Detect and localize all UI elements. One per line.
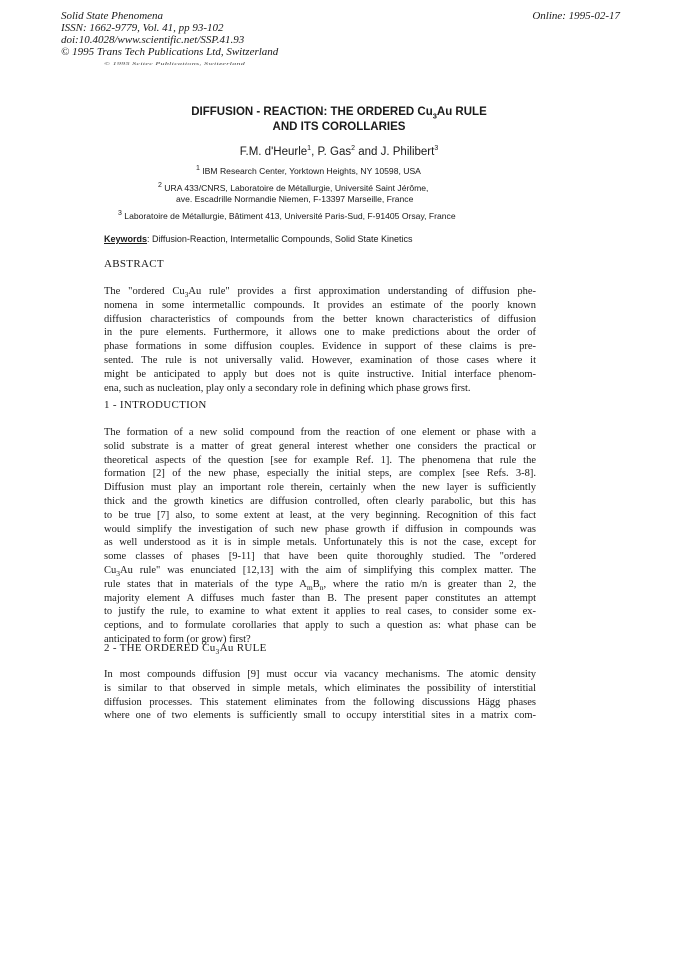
- text-line: [104, 619, 536, 633]
- title-line1-sub: 3: [432, 111, 437, 121]
- affiliation-2-line-2: ave. Escadrille Normandie Niemen, F-13397 Marseille, France: [176, 194, 414, 204]
- subscript: 3: [184, 290, 189, 299]
- section-2-heading-post: Au RULE: [219, 642, 267, 654]
- text-segment: theoretical aspects of the question [see for example Ref. 1]. The phenomena that rule the: [104, 454, 536, 466]
- author-3: J. Philibert: [380, 145, 435, 158]
- text-line: [104, 696, 536, 710]
- affiliation-3-text: Laboratoire de Métallurgie, Bâtiment 413, Université Paris-Sud, F-91405 Orsay, France: [124, 210, 456, 221]
- author-3-sup: 3: [434, 145, 439, 152]
- affiliation-1-text: IBM Research Center, Yorktown Heights, NY 10598, USA: [202, 165, 421, 176]
- text-line: [104, 313, 536, 327]
- text-line: [104, 523, 536, 537]
- affiliation-2-sup: 2: [158, 182, 162, 189]
- text-segment: ceptions, and to formulate corollaries that apply to such a question as: what phase can be: [104, 620, 536, 632]
- affiliation-1-sup: 1: [196, 165, 200, 172]
- title-line1-post: Au RULE: [436, 106, 487, 118]
- text-segment: phase formations in some diffusion couples. Evidence in support of these claims is pre-: [104, 341, 536, 353]
- text-segment: is similar to that observed in simple metals, which eliminates the possibility of interstitial: [104, 682, 536, 694]
- journal-issn: ISSN: 1662-9779, Vol. 41, pp 93-102: [61, 22, 224, 34]
- text-segment: The "ordered Cu: [104, 286, 185, 297]
- text-line: [104, 285, 536, 299]
- text-segment: solid substrate is a matter of great general interest whether one considers the practical or: [104, 440, 536, 452]
- introduction-paragraph: [104, 426, 536, 647]
- subscript: 3: [116, 569, 121, 578]
- text-segment: anticipated to form (or grow) first?: [104, 633, 251, 645]
- author-2: P. Gas: [317, 145, 352, 158]
- title-line1-pre: DIFFUSION - REACTION: THE ORDERED Cu: [191, 106, 433, 118]
- text-line: [104, 481, 536, 495]
- text-line: [104, 440, 536, 454]
- text-segment: to justify the rule, to examine to what extent it applies to real cases, to consider some ex-: [104, 606, 536, 618]
- text-line: [104, 592, 536, 606]
- text-segment: Au rule" provides a first approximation understanding of diffusion phe-: [188, 286, 536, 297]
- text-segment: diffusion processes. This statement eliminates from the following discussions Hägg phases: [104, 696, 536, 708]
- author-1-sup: 1: [307, 145, 312, 152]
- abstract-heading: ABSTRACT: [104, 258, 164, 270]
- journal-name: Solid State Phenomena: [61, 10, 164, 22]
- paper-title: [0, 105, 678, 135]
- text-line: [104, 668, 536, 682]
- subscript: n: [319, 582, 324, 592]
- text-line: [104, 454, 536, 468]
- subscript: m: [306, 582, 313, 592]
- text-line: [104, 426, 536, 440]
- text-line: [104, 382, 536, 396]
- text-line: [104, 467, 536, 481]
- text-segment: , where the ratio m/n is greater than 2, the: [323, 578, 536, 590]
- text-line: [104, 495, 536, 509]
- text-segment: might be anticipated to apply but does not is quite instructive. Initial interface phenom-: [104, 368, 536, 380]
- affiliation-2-text-1: URA 433/CNRS, Laboratoire de Métallurgie, Université Saint Jérôme,: [164, 182, 429, 193]
- text-line: [104, 354, 536, 368]
- author-list: F.M. d'Heurle$^1$, P. Gas$^2$ and J. Philibert$^3$: [239, 145, 439, 158]
- text-line: [104, 550, 536, 564]
- text-segment: Cu: [104, 564, 117, 576]
- journal-header: [61, 10, 278, 58]
- keywords: [104, 234, 412, 244]
- text-segment: where one of two elements is sufficiently small to occupy interstitial sites in a matrix com-: [104, 710, 536, 722]
- affiliation-3: [118, 210, 456, 221]
- text-line: [104, 340, 536, 354]
- text-segment: ena, such as nucleation, play only a secondary role in defining which phase grows first.: [104, 382, 471, 394]
- text-line: [104, 682, 536, 696]
- text-segment: in the pure elements. Furthermore, it allows one to make predictions about the order of: [104, 327, 536, 339]
- affiliation-1: [196, 165, 421, 176]
- text-segment: thick and the growth kinetics are diffusion controlled, often clearly parabolic, but this has: [104, 495, 536, 507]
- affiliation-3-sup: 3: [118, 210, 122, 217]
- text-segment: formation [2] of the new phase, especially the initial steps, are complex [see Refs. 3-8].: [104, 468, 536, 480]
- text-segment: some classes of phases [9-11] that have been quite thoroughly studied. The "ordered: [104, 551, 536, 563]
- section-2-heading-pre: 2 - THE ORDERED Cu: [104, 642, 216, 654]
- section-2-paragraph: [104, 668, 536, 723]
- affiliation-2: [158, 182, 428, 193]
- text-segment: as well understood as it is in simple metals. Unfortunately this is not the case, except for: [104, 537, 536, 549]
- text-segment: The formation of a new solid compound from the reaction of one element or phase with a: [104, 427, 536, 438]
- text-line: [104, 509, 536, 523]
- author-2-sup: 2: [351, 145, 356, 152]
- section-2-heading: [104, 642, 267, 657]
- text-segment: sented. The rule is not universally valid. However, examination of those cases where it: [104, 354, 536, 366]
- text-line: [104, 564, 536, 578]
- journal-doi[interactable]: doi:10.4028/www.scientific.net/SSP.41.93: [61, 34, 245, 46]
- introduction-heading: 1 - INTRODUCTION: [104, 399, 207, 411]
- text-line: [104, 605, 536, 619]
- abstract-paragraph: [104, 285, 536, 395]
- text-line: [104, 326, 536, 340]
- text-segment: diffusion characteristics of compounds from the better known characteristics of diffusion: [104, 313, 536, 325]
- text-line: [104, 536, 536, 550]
- text-line: [104, 709, 536, 723]
- section-2-heading-sub: 3: [215, 647, 220, 657]
- text-segment: majority element A diffuses much faster than B. The present paper constitutes an attempt: [104, 592, 536, 604]
- text-segment: B: [312, 578, 320, 590]
- title-line2: AND ITS COROLLARIES: [272, 121, 406, 133]
- text-segment: Diffusion must play an important role therein, certainly when the new layer is sufficiently: [104, 482, 536, 494]
- scan-copyright-smudge: © 1995 Scitec Publications, Switzerland: [104, 61, 246, 66]
- journal-copyright: © 1995 Trans Tech Publications Ltd, Switzerland: [61, 46, 279, 58]
- keywords-label: Keywords: [104, 234, 148, 244]
- text-segment: nomena in some intermetallic compounds. It provides an estimate of the poorly known: [104, 299, 536, 311]
- keywords-text: : Diffusion-Reaction, Intermetallic Compounds, Solid State Kinetics: [147, 234, 413, 244]
- text-line: [104, 368, 536, 382]
- text-line: [104, 578, 536, 592]
- author-and: and: [358, 145, 378, 158]
- text-segment: to be true [7] also, to some extent at least, at the very beginning. Recognition of this fact: [104, 509, 536, 521]
- author-1: F.M. d'Heurle: [239, 145, 308, 158]
- online-date: Online: 1995-02-17: [532, 10, 620, 22]
- text-line: [104, 299, 536, 313]
- text-segment: In most compounds diffusion [9] must occur via vacancy mechanisms. The atomic density: [104, 669, 536, 680]
- text-segment: rule states that in materials of the type A: [104, 578, 307, 590]
- text-segment: Au rule" was enunciated [12,13] with the aim of simplifying this complex matter. The: [120, 564, 536, 576]
- text-segment: would simplify the investigation of such new phase growth if diffusion in compounds was: [104, 523, 536, 535]
